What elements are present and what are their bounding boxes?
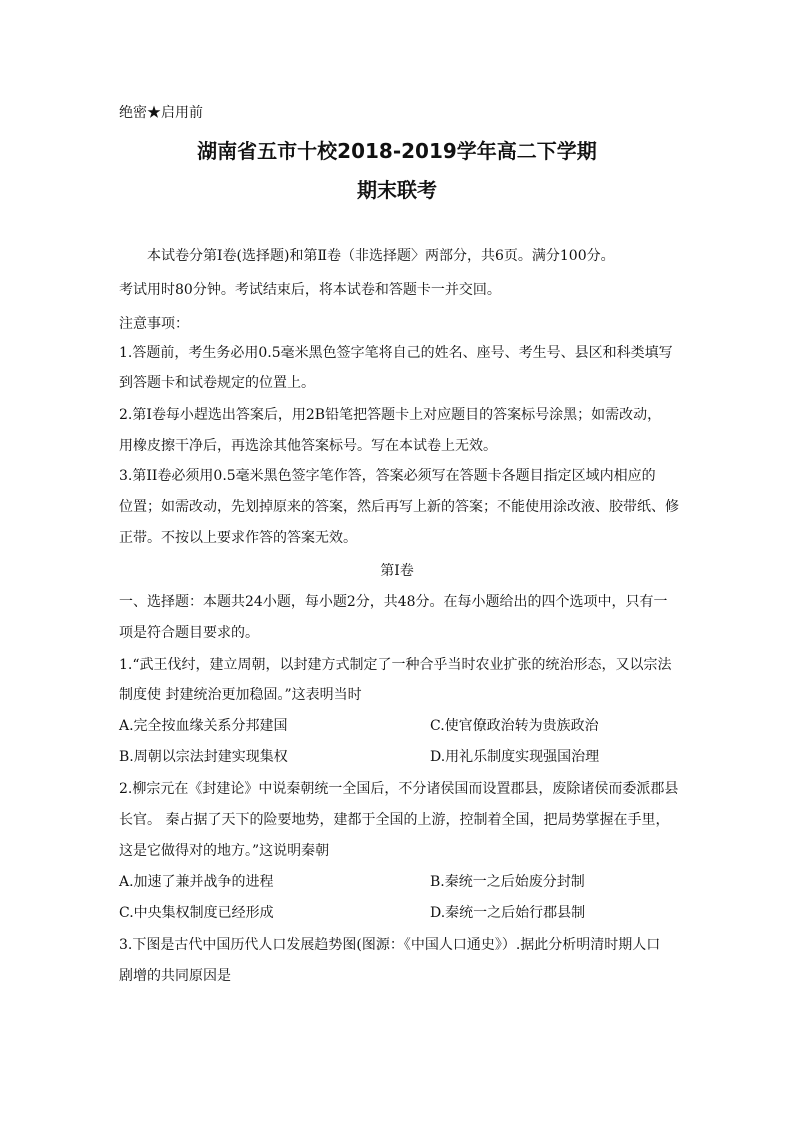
q1-option-b: B.周朝以宗法封建实现集权 bbox=[119, 749, 288, 765]
q1-option-c: C.使官僚政治转为贵族政治 bbox=[430, 718, 599, 734]
q2-option-a: A.加速了兼并战争的进程 bbox=[119, 874, 274, 890]
section1-line-2: 项是符合题目要求的。 bbox=[119, 625, 259, 641]
section1-line-1: 一、选择题：本题共24小题，每小题2分，共48分。在每小题给出的四个选项中，只有一 bbox=[119, 594, 668, 610]
q3-stem-line-2: 剧增的共同原因是 bbox=[119, 968, 231, 984]
q1-stem-line-2: 制度使 封建统治更加稳固。”这表明当时 bbox=[119, 687, 362, 703]
q3-stem-line-1: 3.下图是古代中国历代人口发展趋势图(图源：《中国人口通史》）.据此分析明清时期人口 bbox=[119, 937, 661, 953]
intro-line-1: 本试卷分第Ⅰ卷(选择题)和第Ⅱ卷（非选择题〉两部分，共6页。满分100分。 bbox=[147, 248, 615, 264]
notes-heading: 注意事项： bbox=[119, 316, 189, 332]
note-3-line-1: 3.第II卷必须用0.5毫米黑色签字笔作答，答案必须写在答题卡各题目指定区域内相应的 bbox=[119, 468, 656, 484]
q1-stem-line-1: 1.“武王伐纣，建立周朝，以封建方式制定了一种合乎当时农业扩张的统治形态，又以宗法 bbox=[119, 657, 672, 673]
intro-line-2: 考试用时80分钟。考试结束后，将本试卷和答题卡一并交回。 bbox=[119, 282, 501, 298]
confidential-label: 绝密★启用前 bbox=[119, 105, 203, 121]
q2-stem-line-2: 长官。 秦占据了天下的险要地势，建都于全国的上游，控制着全国，把局势掌握在手里， bbox=[119, 812, 670, 828]
note-3-line-2: 位置；如需改动，先划掉原来的答案，然后再写上新的答案；不能使用涂改液、胶带纸、修 bbox=[119, 499, 679, 515]
note-3-line-3: 正带。不按以上要求作答的答案无效。 bbox=[119, 530, 357, 546]
q2-stem-line-3: 这是它做得对的地方。”这说明秦朝 bbox=[119, 843, 330, 859]
q2-option-b: B.秦统一之后始废分封制 bbox=[430, 874, 585, 890]
q1-option-d: D.用礼乐制度实现强国治理 bbox=[430, 749, 600, 765]
q2-option-c: C.中央集权制度已经形成 bbox=[119, 905, 274, 921]
part1-heading: 第Ⅰ卷 bbox=[380, 563, 414, 579]
exam-title: 湖南省五市十校2018-2019学年高二下学期 bbox=[197, 139, 597, 163]
q2-stem-line-1: 2.柳宗元在《封建论》中说秦朝统一全国后，不分诸侯国而设置郡县，废除诸侯而委派郡县 bbox=[119, 781, 679, 797]
note-1-line-2: 到答题卡和试卷规定的位置上。 bbox=[119, 375, 315, 391]
note-2-line-2: 用橡皮擦干净后，再选涂其他答案标号。写在本试卷上无效。 bbox=[119, 438, 497, 454]
q1-option-a: A.完全按血缘关系分邦建国 bbox=[119, 718, 288, 734]
exam-subtitle: 期末联考 bbox=[357, 178, 437, 202]
note-1-line-1: 1.答题前，考生务必用0.5毫米黑色签字笔将自己的姓名、座号、考生号、县区和科类填写 bbox=[119, 345, 673, 361]
q2-option-d: D.秦统一之后始行郡县制 bbox=[430, 905, 586, 921]
note-2-line-1: 2.第Ⅰ卷每小趕选出答案后，用2B铅笔把答题卡上对应题目的答案标号涂黑；如需改动， bbox=[119, 407, 662, 423]
